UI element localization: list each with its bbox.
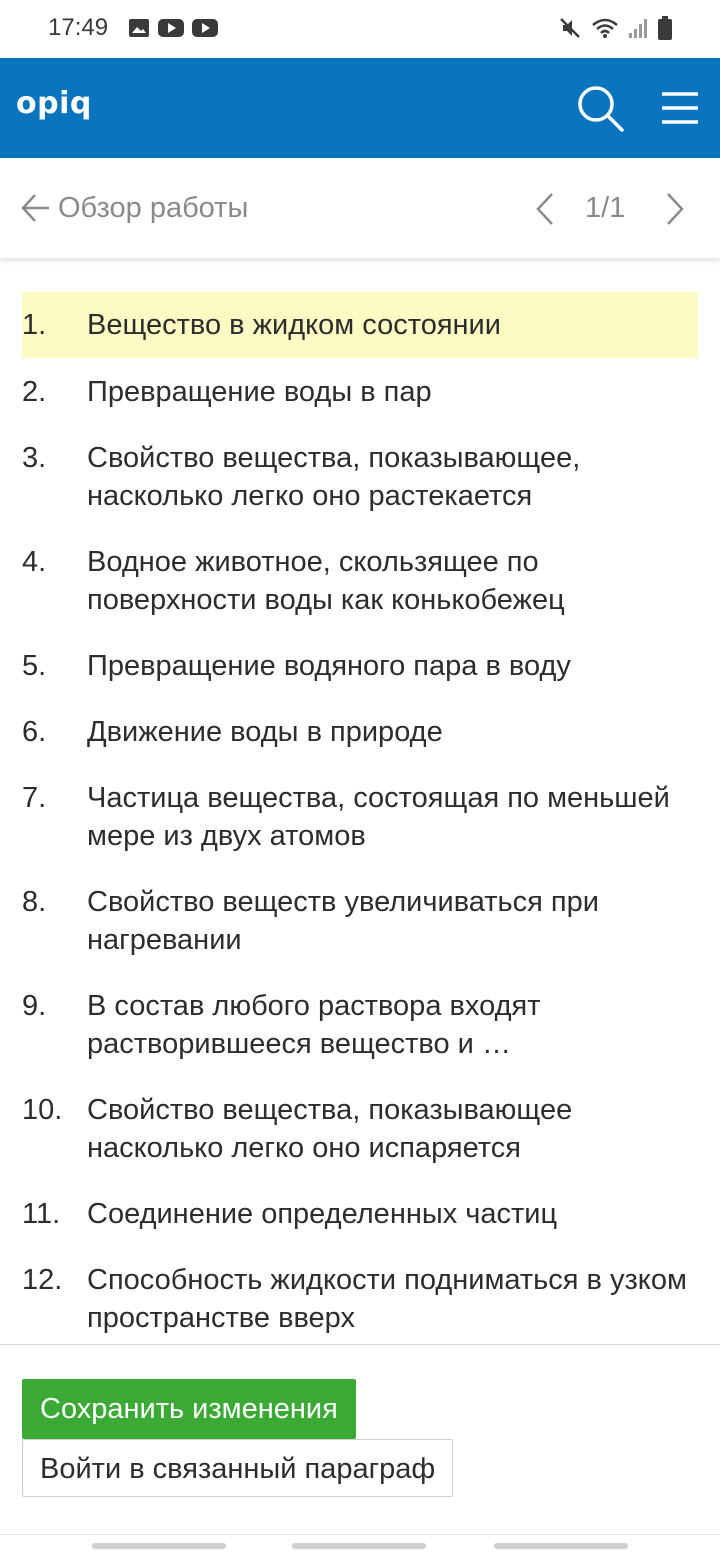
item-text: Превращение водяного пара в воду bbox=[87, 650, 571, 682]
hamburger-menu-icon bbox=[656, 84, 704, 132]
list-item[interactable] bbox=[22, 987, 698, 1063]
notification-icons bbox=[128, 18, 218, 38]
item-number: 11. bbox=[22, 1198, 61, 1230]
item-number: 3. bbox=[22, 442, 47, 474]
list-item[interactable] bbox=[22, 373, 698, 411]
app-logo[interactable]: opiq bbox=[16, 86, 92, 121]
search-button[interactable] bbox=[572, 80, 628, 136]
list-item[interactable] bbox=[22, 543, 698, 619]
item-number: 10. bbox=[22, 1094, 63, 1126]
list-item[interactable] bbox=[22, 647, 698, 685]
subheader bbox=[0, 158, 720, 258]
item-number: 12. bbox=[22, 1264, 63, 1296]
item-text: В состав любого раствора входят растворившееся вещество и … bbox=[87, 990, 541, 1060]
image-icon bbox=[128, 18, 150, 38]
back-button[interactable] bbox=[20, 188, 248, 228]
search-icon bbox=[572, 80, 628, 136]
status-bar bbox=[0, 0, 720, 58]
item-number: 6. bbox=[22, 716, 47, 748]
list-item[interactable] bbox=[22, 883, 698, 959]
back-label: Обзор работы bbox=[58, 191, 249, 224]
battery-icon bbox=[658, 16, 672, 40]
chevron-left-icon bbox=[530, 192, 560, 226]
wifi-icon bbox=[592, 17, 618, 39]
item-number: 1. bbox=[22, 309, 47, 341]
list-item[interactable] bbox=[22, 1195, 698, 1233]
list-item[interactable] bbox=[22, 1261, 698, 1337]
save-changes-button[interactable]: Сохранить изменения bbox=[22, 1379, 356, 1439]
item-number: 5. bbox=[22, 650, 47, 682]
youtube-icon bbox=[158, 18, 184, 38]
item-text: Соединение определенных частиц bbox=[87, 1198, 558, 1230]
list-item[interactable] bbox=[22, 779, 698, 855]
item-text: Свойство вещества, показывающее, насколько легко оно растекается bbox=[87, 442, 581, 512]
item-text: Частица вещества, состоящая по меньшей мере из двух атомов bbox=[87, 782, 670, 852]
list-item[interactable] bbox=[22, 292, 698, 358]
page-indicator: 1/1 bbox=[585, 192, 626, 224]
item-number: 8. bbox=[22, 886, 47, 918]
item-number: 2. bbox=[22, 376, 47, 408]
item-text: Способность жидкости подниматься в узком пространстве вверх bbox=[87, 1264, 687, 1334]
list-item[interactable] bbox=[22, 439, 698, 515]
signal-icon bbox=[628, 17, 648, 39]
item-text: Водное животное, скользящее по поверхности воды как конькобежец bbox=[87, 546, 565, 616]
item-text: Превращение воды в пар bbox=[87, 376, 432, 408]
linked-paragraph-button[interactable]: Войти в связанный параграф bbox=[22, 1439, 453, 1497]
system-icons bbox=[558, 16, 672, 40]
action-footer bbox=[0, 1344, 720, 1535]
menu-button[interactable] bbox=[656, 84, 704, 132]
item-number: 7. bbox=[22, 782, 47, 814]
item-text: Свойство вещества, показывающее насколько легко оно испаряется bbox=[87, 1094, 573, 1164]
navigation-bar bbox=[0, 1534, 720, 1561]
list-item[interactable] bbox=[22, 1091, 698, 1167]
item-text: Движение воды в природе bbox=[87, 716, 443, 748]
arrow-left-icon bbox=[20, 192, 52, 224]
mute-icon bbox=[558, 16, 582, 40]
app-bar bbox=[0, 58, 720, 158]
status-time: 17:49 bbox=[48, 14, 109, 41]
item-number: 4. bbox=[22, 546, 47, 578]
item-text: Вещество в жидком состоянии bbox=[87, 309, 501, 341]
chevron-right-icon bbox=[660, 192, 690, 226]
item-text: Свойство веществ увеличиваться при нагревании bbox=[87, 886, 599, 956]
nav-back-handle[interactable] bbox=[494, 1543, 628, 1549]
next-page-button[interactable] bbox=[660, 192, 690, 226]
nav-recents-handle[interactable] bbox=[92, 1543, 226, 1549]
previous-page-button[interactable] bbox=[530, 192, 560, 226]
item-number: 9. bbox=[22, 990, 47, 1022]
youtube-icon bbox=[192, 18, 218, 38]
nav-home-handle[interactable] bbox=[292, 1543, 426, 1549]
list-item[interactable] bbox=[22, 713, 698, 751]
